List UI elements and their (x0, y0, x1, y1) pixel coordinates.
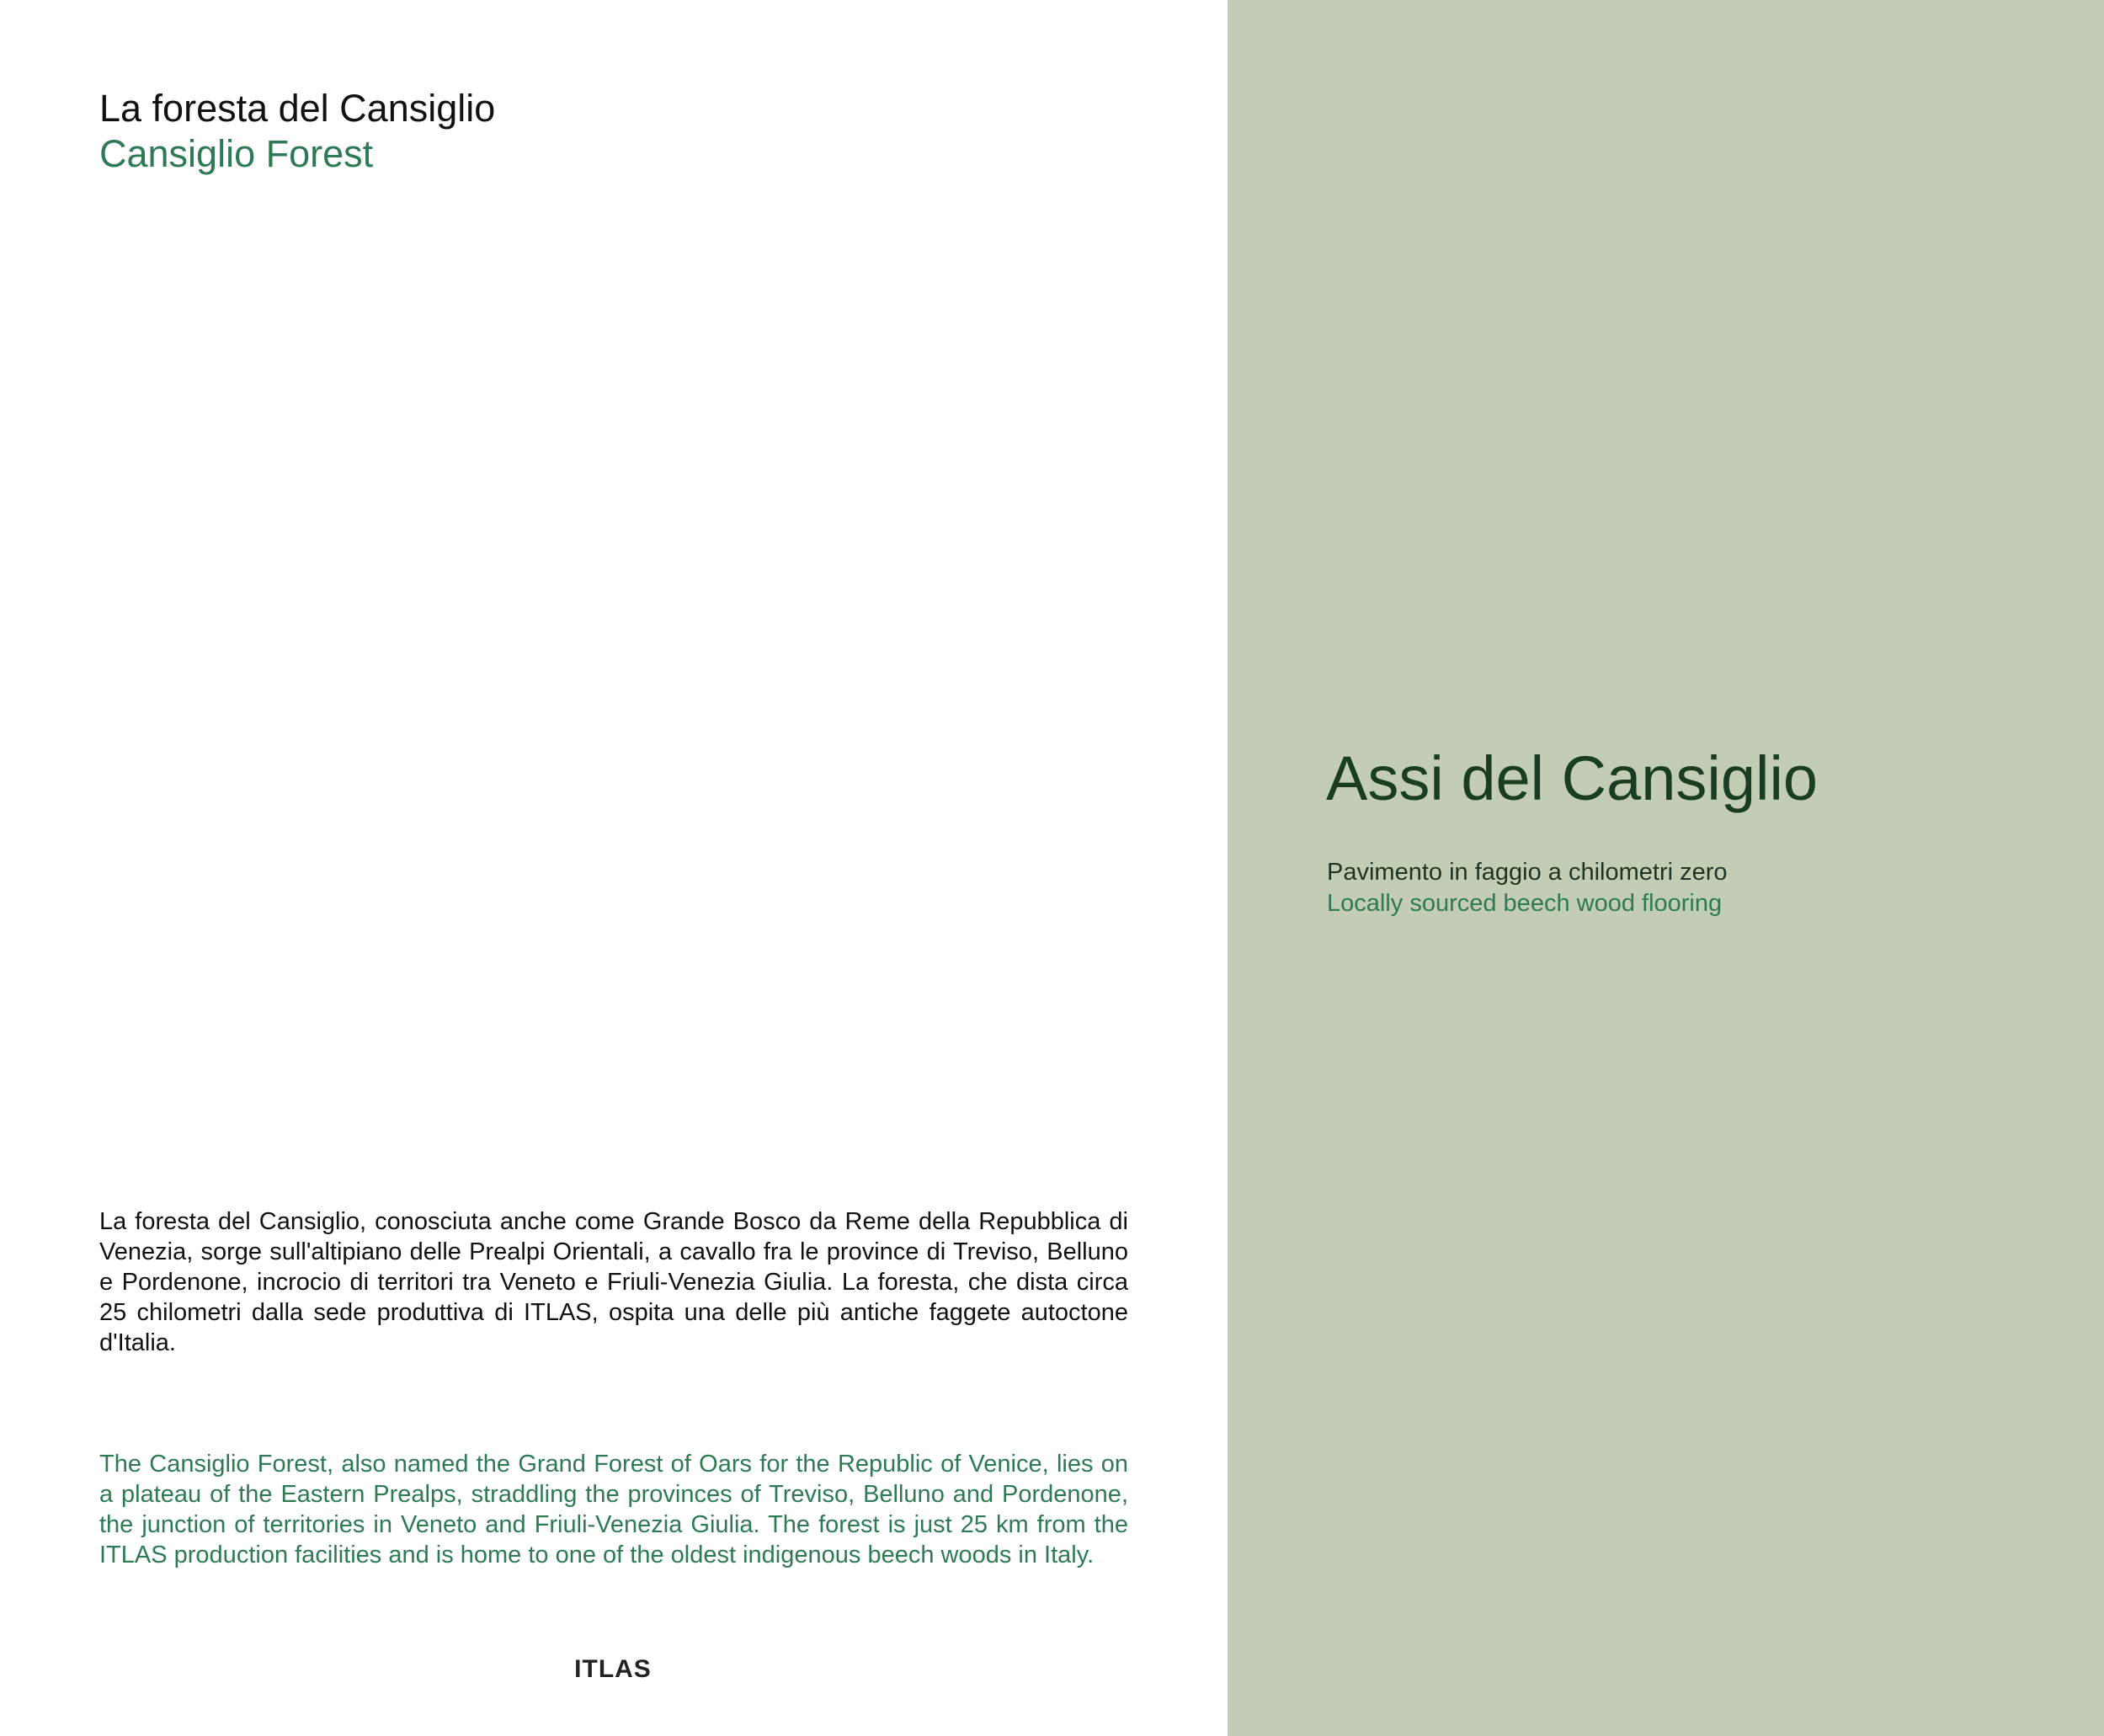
itlas-logo: ITLAS (574, 1655, 652, 1683)
body-paragraph-english: The Cansiglio Forest, also named the Grand Forest of Oars for the Republic of Venice, lies on a plateau of the Eastern Prealps, straddling the provinces of Treviso, Belluno and Pordenone, the junction of territories in Veneto and Friuli-Venezia Giulia. The forest is just 25 km from the ITLAS production facilities and is home to one of the oldest indigenous beech woods in Italy. (99, 1451, 1128, 1568)
product-title: Assi del Cansiglio (1326, 743, 1819, 813)
body-paragraph-italian: La foresta del Cansiglio, conosciuta anche come Grande Bosco da Reme della Repubblica di Venezia, sorge sull'altipiano delle Prealpi Orientali, a cavallo fra le province di Treviso, Belluno e Pordenone, incrocio di territori tra Veneto e Friuli-Venezia Giulia. La foresta, che dista circa 25 chilometri dalla sede produttiva di ITLAS, ospita una delle più antiche faggete autoctone d'Italia. (99, 1208, 1128, 1356)
product-subtitle-italian: Pavimento in faggio a chilometri zero (1327, 859, 1728, 886)
section-title-english: Cansiglio Forest (99, 132, 374, 175)
right-page-panel (1228, 0, 2104, 1736)
section-title-italian: La foresta del Cansiglio (99, 87, 496, 130)
product-subtitle-english: Locally sourced beech wood flooring (1327, 890, 1723, 917)
